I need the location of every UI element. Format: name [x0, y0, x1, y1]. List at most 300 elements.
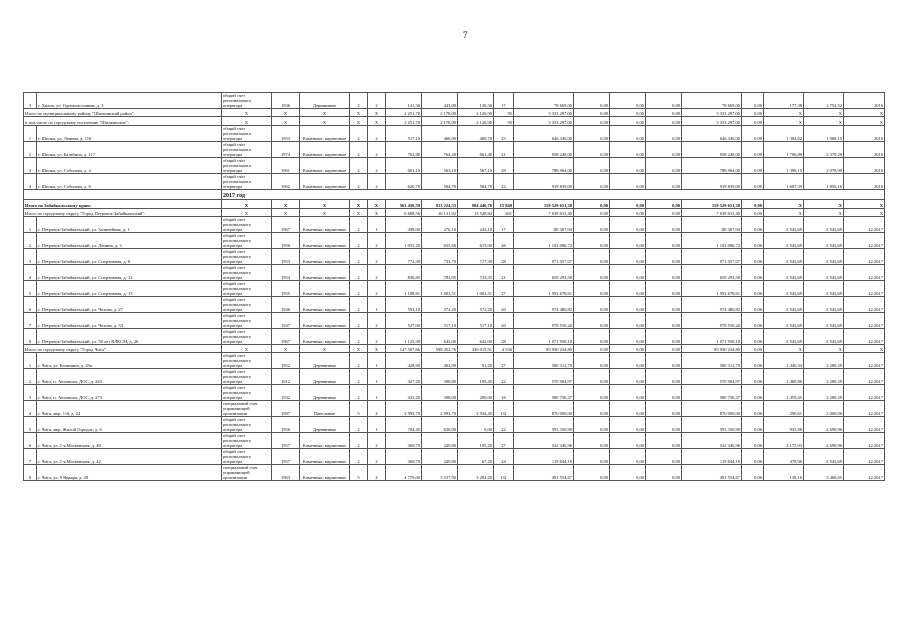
- fund-method-cell: общий счет регионального оператора: [222, 417, 272, 433]
- table-cell: 2 545,69: [764, 312, 804, 328]
- table-cell: 2: [368, 232, 386, 248]
- table-cell: 2: [368, 280, 386, 296]
- subtotal-cell: X: [764, 344, 804, 352]
- table-cell: 12.2017: [844, 312, 885, 328]
- table-cell: 0,00: [610, 296, 646, 312]
- table-cell: Каменные, кирпичные: [300, 328, 350, 344]
- address-cell: г. Петровск-Забайкальский, ул. Чехова, д. 33: [37, 312, 222, 328]
- table-cell: 0,00: [458, 417, 494, 433]
- table-cell: 2 545,69: [804, 264, 844, 280]
- table-cell: 1 071 950,10: [514, 328, 574, 344]
- table-cell: 1 102 096,72: [682, 232, 742, 248]
- subtotal-cell: 0,00: [646, 109, 682, 117]
- subtotal-cell: X: [844, 117, 885, 125]
- table-cell: 584,70: [458, 173, 494, 189]
- table-cell: 1936: [272, 93, 300, 109]
- table-cell: 177,38: [764, 93, 804, 109]
- table-cell: 2: [350, 232, 368, 248]
- table-cell: 0,00: [646, 401, 682, 417]
- table-cell: Каменные, кирпичные: [300, 280, 350, 296]
- address-cell: г. Петровск-Забайкальский, ул. Спортивная, д. 8: [37, 248, 222, 264]
- subtotal-label: Итого по Забайкальскому краю:: [24, 200, 222, 208]
- subtotal-cell: 3 333 297,00: [682, 109, 742, 117]
- table-cell: 0,00: [646, 369, 682, 385]
- table-row: [24, 141, 885, 157]
- table-cell: 2 545,69: [804, 280, 844, 296]
- table-cell: 1: [368, 216, 386, 232]
- table-cell: 2: [24, 141, 37, 157]
- table-cell: 369,70: [386, 433, 422, 449]
- address-cell: г. Шилка, ул. Соболева, д. 6: [37, 173, 222, 189]
- table-cell: 1 607,39: [764, 173, 804, 189]
- subtotal-cell: 159 529 651,38: [514, 200, 574, 208]
- table-cell: 2 545,69: [804, 248, 844, 264]
- subtotal-cell: X: [272, 208, 300, 216]
- table-cell: 563,10: [422, 157, 458, 173]
- table-cell: 978 510,26: [514, 312, 574, 328]
- table-cell: 2: [368, 125, 386, 141]
- table-cell: 25: [494, 125, 514, 141]
- fund-method-cell: общий счет регионального оператора: [222, 433, 272, 449]
- table-cell: 1: [368, 369, 386, 385]
- table-cell: 0,00: [742, 173, 764, 189]
- subtotal-cell: X: [222, 208, 272, 216]
- table-cell: 3: [24, 157, 37, 173]
- table-cell: 0,00: [574, 401, 610, 417]
- subtotal-cell: 95: [494, 109, 514, 117]
- table-cell: 2: [368, 264, 386, 280]
- register-table-wrapper: [23, 92, 885, 481]
- table-cell: 2 545,69: [764, 280, 804, 296]
- table-cell: 0,00: [646, 264, 682, 280]
- table-cell: 971 057,07: [682, 248, 742, 264]
- table-cell: 2 690,90: [804, 417, 844, 433]
- table-cell: 0,00: [742, 296, 764, 312]
- subtotal-cell: 85 930 234,80: [682, 344, 742, 352]
- table-cell: 2 545,69: [764, 248, 804, 264]
- fund-method-cell: специальный счет управляющей организации: [222, 465, 272, 481]
- table-cell: 12.2017: [844, 296, 885, 312]
- table-cell: 1 188,81: [386, 280, 422, 296]
- table-cell: 20: [494, 312, 514, 328]
- table-cell: 4 779,00: [386, 465, 422, 481]
- table-cell: 2 280,29: [804, 385, 844, 401]
- subtotal-row: [24, 200, 885, 208]
- subtotal-cell: X: [368, 200, 386, 208]
- table-cell: 402,90: [422, 353, 458, 369]
- table-cell: Каменные, кирпичные: [300, 264, 350, 280]
- subtotal-cell: X: [764, 117, 804, 125]
- table-cell: 16: [494, 385, 514, 401]
- table-cell: 249,80: [422, 449, 458, 465]
- subtotal-cell: X: [804, 344, 844, 352]
- table-cell: Каменные, кирпичные: [300, 312, 350, 328]
- table-cell: 2 379,29: [804, 141, 844, 157]
- table-cell: 2 545,69: [804, 216, 844, 232]
- subtotal-cell: X: [804, 109, 844, 117]
- table-cell: 12.2017: [844, 216, 885, 232]
- address-cell: г. Петровск-Забайкальский, ул. Ленина, д. 3: [37, 232, 222, 248]
- subtotal-cell: X: [222, 109, 272, 117]
- table-cell: 0,00: [646, 465, 682, 481]
- table-cell: 0,00: [742, 280, 764, 296]
- table-cell: 570 904,97: [682, 369, 742, 385]
- table-cell: 0,00: [574, 248, 610, 264]
- table-row: [24, 433, 885, 449]
- table-row: [24, 216, 885, 232]
- table-cell: 1953: [272, 125, 300, 141]
- table-cell: 0,00: [610, 280, 646, 296]
- table-cell: Деревянные: [300, 369, 350, 385]
- subtotal-cell: 0,00: [574, 208, 610, 216]
- subtotal-cell: X: [350, 208, 368, 216]
- subtotal-cell: X: [222, 200, 272, 208]
- table-cell: Каменные, кирпичные: [300, 433, 350, 449]
- table-cell: 733,35: [458, 264, 494, 280]
- fund-method-cell: общий счет регионального оператора: [222, 232, 272, 248]
- table-cell: 788 964,00: [514, 157, 574, 173]
- subtotal-cell: 95: [494, 117, 514, 125]
- subtotal-cell: X: [804, 117, 844, 125]
- table-cell: 12.2017: [844, 465, 885, 481]
- table-row: [24, 449, 885, 465]
- subtotal-cell: 13 528,84: [458, 208, 494, 216]
- table-cell: 1952: [272, 353, 300, 369]
- subtotal-cell: 0,00: [610, 109, 646, 117]
- table-cell: 2: [350, 369, 368, 385]
- fund-method-cell: специальный счет управляющей организации: [222, 401, 272, 417]
- table-cell: 141,30: [386, 93, 422, 109]
- year-heading-row: [24, 189, 885, 199]
- table-cell: 0,00: [742, 353, 764, 369]
- table-cell: 27: [494, 433, 514, 449]
- fund-method-cell: общий счет регионального оператора: [222, 312, 272, 328]
- table-cell: 200,00: [458, 385, 494, 401]
- table-cell: 20: [494, 296, 514, 312]
- table-cell: 517,10: [386, 125, 422, 141]
- table-cell: 1961: [272, 157, 300, 173]
- table-cell: 517,10: [458, 312, 494, 328]
- table-cell: 12.2017: [844, 264, 885, 280]
- table-cell: 1953: [272, 248, 300, 264]
- table-cell: 29: [494, 157, 514, 173]
- table-cell: 22: [494, 173, 514, 189]
- table-cell: 2 545,69: [764, 232, 804, 248]
- table-cell: 443,00: [422, 93, 458, 109]
- table-cell: 659 293,58: [514, 264, 574, 280]
- table-cell: 1967: [272, 216, 300, 232]
- table-cell: 28: [494, 248, 514, 264]
- table-cell: 369,70: [386, 449, 422, 465]
- table-row: [24, 248, 885, 264]
- table-cell: Каменные, кирпичные: [300, 141, 350, 157]
- subtotal-cell: X: [844, 200, 885, 208]
- table-row: [24, 369, 885, 385]
- address-cell: г. Шилка, ул. Ленина, д. 118: [37, 125, 222, 141]
- table-cell: 2016: [844, 93, 885, 109]
- table-cell: 935,88: [764, 417, 804, 433]
- table-cell: 400,70: [458, 125, 494, 141]
- table-cell: 0,00: [646, 157, 682, 173]
- table-cell: 3 537,90: [422, 465, 458, 481]
- subtotal-cell: 0,00: [574, 200, 610, 208]
- table-row: [24, 353, 885, 369]
- table-cell: 0,00: [574, 465, 610, 481]
- table-cell: 788 964,00: [682, 157, 742, 173]
- table-cell: Каменные, кирпичные: [300, 449, 350, 465]
- subtotal-cell: X: [764, 109, 804, 117]
- table-cell: 0,00: [574, 173, 610, 189]
- subtotal-cell: 0,00: [646, 344, 682, 352]
- table-cell: 0,00: [574, 385, 610, 401]
- table-cell: 195,40: [458, 369, 494, 385]
- table-cell: 6: [24, 296, 37, 312]
- table-row: [24, 417, 885, 433]
- subtotal-cell: 4 536: [494, 344, 514, 352]
- table-cell: 2016: [844, 173, 885, 189]
- table-row: [24, 125, 885, 141]
- table-cell: 1: [368, 385, 386, 401]
- table-cell: 2 545,69: [764, 296, 804, 312]
- subtotal-cell: 7 638 631,40: [682, 208, 742, 216]
- subtotal-label: Итого по муниципальному району "Шилкинский район":: [24, 109, 222, 117]
- address-cell: г. Чита, п. Антипиха, ДОС, д. 273: [37, 385, 222, 401]
- table-cell: 2 078,90: [804, 157, 844, 173]
- fund-method-cell: общий счет регионального оператора: [222, 157, 272, 173]
- table-cell: 2: [368, 312, 386, 328]
- table-cell: 2: [368, 141, 386, 157]
- table-cell: 2 175,93: [764, 433, 804, 449]
- table-cell: 2016: [844, 125, 885, 141]
- fund-method-cell: общий счет регионального оператора: [222, 141, 272, 157]
- table-cell: 0,00: [610, 369, 646, 385]
- subtotal-cell: 85 930 234,80: [514, 344, 574, 352]
- address-cell: г. Чита, ул. 9 Января, д. 20: [37, 465, 222, 481]
- fund-method-cell: общий счет регионального оператора: [222, 296, 272, 312]
- table-cell: 0,00: [574, 157, 610, 173]
- table-cell: 704,40: [386, 417, 422, 433]
- table-cell: 0,00: [646, 433, 682, 449]
- subtotal-cell: 436 015,91: [458, 344, 494, 352]
- table-cell: 0,00: [610, 328, 646, 344]
- table-cell: 12.2017: [844, 369, 885, 385]
- table-cell: 0,00: [574, 353, 610, 369]
- table-cell: 2: [350, 312, 368, 328]
- table-cell: 67,20: [458, 449, 494, 465]
- table-cell: 2: [368, 449, 386, 465]
- table-cell: 0,00: [574, 280, 610, 296]
- table-cell: 2 545,69: [804, 328, 844, 344]
- table-row: [24, 264, 885, 280]
- subtotal-row: [24, 208, 885, 216]
- table-cell: 3: [24, 93, 37, 109]
- table-cell: 12.2017: [844, 248, 885, 264]
- table-cell: 1 055,20: [386, 232, 422, 248]
- table-cell: 138,16: [764, 465, 804, 481]
- subtotal-cell: X: [368, 344, 386, 352]
- table-cell: Каменные, кирпичные: [300, 465, 350, 481]
- table-cell: 1957: [272, 449, 300, 465]
- subtotal-cell: 159 529 651,38: [682, 200, 742, 208]
- table-cell: 0,00: [742, 369, 764, 385]
- subtotal-cell: 0,00: [742, 109, 764, 117]
- address-cell: г. Петровск-Забайкальский, ул. Чехова, д. 27: [37, 296, 222, 312]
- table-cell: 27: [494, 280, 514, 296]
- table-cell: 2: [350, 280, 368, 296]
- table-row: [24, 157, 885, 173]
- table-cell: 1 988,15: [804, 125, 844, 141]
- subtotal-cell: X: [300, 109, 350, 117]
- table-cell: 88 367,94: [682, 216, 742, 232]
- table-cell: 974 486,82: [514, 296, 574, 312]
- subtotal-cell: 16 131,92: [422, 208, 458, 216]
- table-cell: 12.2017: [844, 385, 885, 401]
- table-cell: 5: [350, 401, 368, 417]
- table-cell: 5: [24, 280, 37, 296]
- table-cell: 0,00: [574, 125, 610, 141]
- table-cell: 570 904,97: [514, 369, 574, 385]
- table-cell: 21: [494, 141, 514, 157]
- table-cell: 542 346,96: [682, 433, 742, 449]
- table-cell: 2: [350, 264, 368, 280]
- subtotal-cell: 0,00: [742, 208, 764, 216]
- subtotal-cell: 7 638 631,40: [514, 208, 574, 216]
- table-cell: 0,00: [646, 449, 682, 465]
- subtotal-cell: 0,00: [610, 344, 646, 352]
- table-cell: 0,00: [574, 216, 610, 232]
- subtotal-cell: X: [764, 200, 804, 208]
- subtotal-cell: 0,00: [646, 117, 682, 125]
- table-cell: 0,00: [742, 465, 764, 481]
- table-cell: 498,00: [386, 216, 422, 232]
- table-row: [24, 465, 885, 481]
- subtotal-row: [24, 344, 885, 352]
- table-cell: 12.2017: [844, 280, 885, 296]
- table-cell: 0,00: [610, 232, 646, 248]
- table-cell: 0,00: [610, 93, 646, 109]
- subtotal-cell: 561 450,59: [386, 200, 422, 208]
- table-cell: 580 756,37: [514, 385, 574, 401]
- subtotal-cell: 0,00: [610, 200, 646, 208]
- table-cell: 2016: [844, 157, 885, 173]
- table-cell: 2: [368, 93, 386, 109]
- table-cell: 21: [494, 264, 514, 280]
- address-cell: г. Чита, ул. Калинина, д. 29а: [37, 353, 222, 369]
- subtotal-cell: 147 507,66: [386, 344, 422, 352]
- table-cell: 12.2017: [844, 417, 885, 433]
- subtotal-cell: 2 251,70: [386, 109, 422, 117]
- table-cell: 0,00: [646, 280, 682, 296]
- table-cell: 17: [494, 93, 514, 109]
- table-cell: 593 350,98: [514, 417, 574, 433]
- table-cell: 2: [350, 157, 368, 173]
- table-row: [24, 312, 885, 328]
- table-cell: 580 312,70: [514, 353, 574, 369]
- table-cell: 78 669,00: [682, 93, 742, 109]
- table-cell: 88 367,94: [514, 216, 574, 232]
- subtotal-cell: 598 452,76: [422, 344, 458, 352]
- table-cell: 12.2017: [844, 232, 885, 248]
- table-cell: 580 312,70: [682, 353, 742, 369]
- table-cell: 3 282,20: [458, 465, 494, 481]
- subtotal-cell: X: [222, 117, 272, 125]
- table-cell: 2 280,29: [804, 369, 844, 385]
- table-cell: 0,00: [646, 232, 682, 248]
- table-cell: 428,60: [386, 353, 422, 369]
- subtotal-row: [24, 117, 885, 125]
- table-cell: 939 839,00: [682, 173, 742, 189]
- table-cell: 782,95: [422, 264, 458, 280]
- table-cell: 2: [350, 173, 368, 189]
- table-cell: 1967: [272, 328, 300, 344]
- table-cell: 0,00: [646, 353, 682, 369]
- table-cell: 0,00: [742, 385, 764, 401]
- table-cell: 4: [24, 264, 37, 280]
- table-cell: 0,00: [742, 328, 764, 344]
- table-cell: 0,00: [574, 232, 610, 248]
- table-cell: 572,20: [422, 296, 458, 312]
- table-row: [24, 173, 885, 189]
- table-cell: 1: [368, 296, 386, 312]
- table-cell: 1912: [272, 369, 300, 385]
- subtotal-cell: 3 333 297,00: [682, 117, 742, 125]
- table-cell: 2 545,69: [764, 264, 804, 280]
- table-cell: 1987: [272, 401, 300, 417]
- table-cell: 527,00: [386, 312, 422, 328]
- table-cell: 1946: [272, 296, 300, 312]
- table-cell: 0,00: [610, 125, 646, 141]
- table-cell: 659 293,58: [682, 264, 742, 280]
- fund-method-cell: общий счет регионального оператора: [222, 125, 272, 141]
- fund-method-cell: общий счет регионального оператора: [222, 353, 272, 369]
- table-cell: 0,00: [610, 157, 646, 173]
- table-cell: 0,00: [742, 401, 764, 417]
- table-cell: 1954: [272, 264, 300, 280]
- table-cell: 0,00: [646, 125, 682, 141]
- table-cell: 0,00: [574, 93, 610, 109]
- subtotal-cell: X: [844, 344, 885, 352]
- table-cell: 2: [350, 328, 368, 344]
- table-cell: 0,00: [610, 312, 646, 328]
- table-cell: 17: [494, 216, 514, 232]
- table-cell: 593 350,98: [682, 417, 742, 433]
- table-cell: 1 384,62: [764, 125, 804, 141]
- subtotal-cell: X: [804, 208, 844, 216]
- address-cell: г. Чита, мкр. Жилой Городок, д. 6: [37, 417, 222, 433]
- table-cell: 1957: [272, 433, 300, 449]
- table-cell: 0,00: [742, 232, 764, 248]
- table-cell: 0,00: [610, 353, 646, 369]
- table-cell: 1 856,16: [804, 173, 844, 189]
- address-cell: г. Чита, ул. 1-я Московская, д. 40: [37, 433, 222, 449]
- table-cell: 958 248,00: [682, 141, 742, 157]
- table-cell: 2 000,00: [804, 401, 844, 417]
- subtotal-cell: 6 688,56: [386, 208, 422, 216]
- subtotal-cell: X: [300, 344, 350, 352]
- subtotal-cell: X: [368, 117, 386, 125]
- table-cell: 0,00: [742, 248, 764, 264]
- table-cell: 646 346,00: [514, 125, 574, 141]
- table-cell: 491 554,67: [514, 465, 574, 481]
- subtotal-cell: X: [272, 117, 300, 125]
- table-cell: 971 057,07: [514, 248, 574, 264]
- table-cell: 0,00: [646, 216, 682, 232]
- table-cell: 0,00: [742, 312, 764, 328]
- table-cell: 0,00: [610, 173, 646, 189]
- table-cell: 1 071 950,10: [682, 328, 742, 344]
- subtotal-cell: X: [804, 200, 844, 208]
- capital-repair-register-table: [23, 92, 885, 481]
